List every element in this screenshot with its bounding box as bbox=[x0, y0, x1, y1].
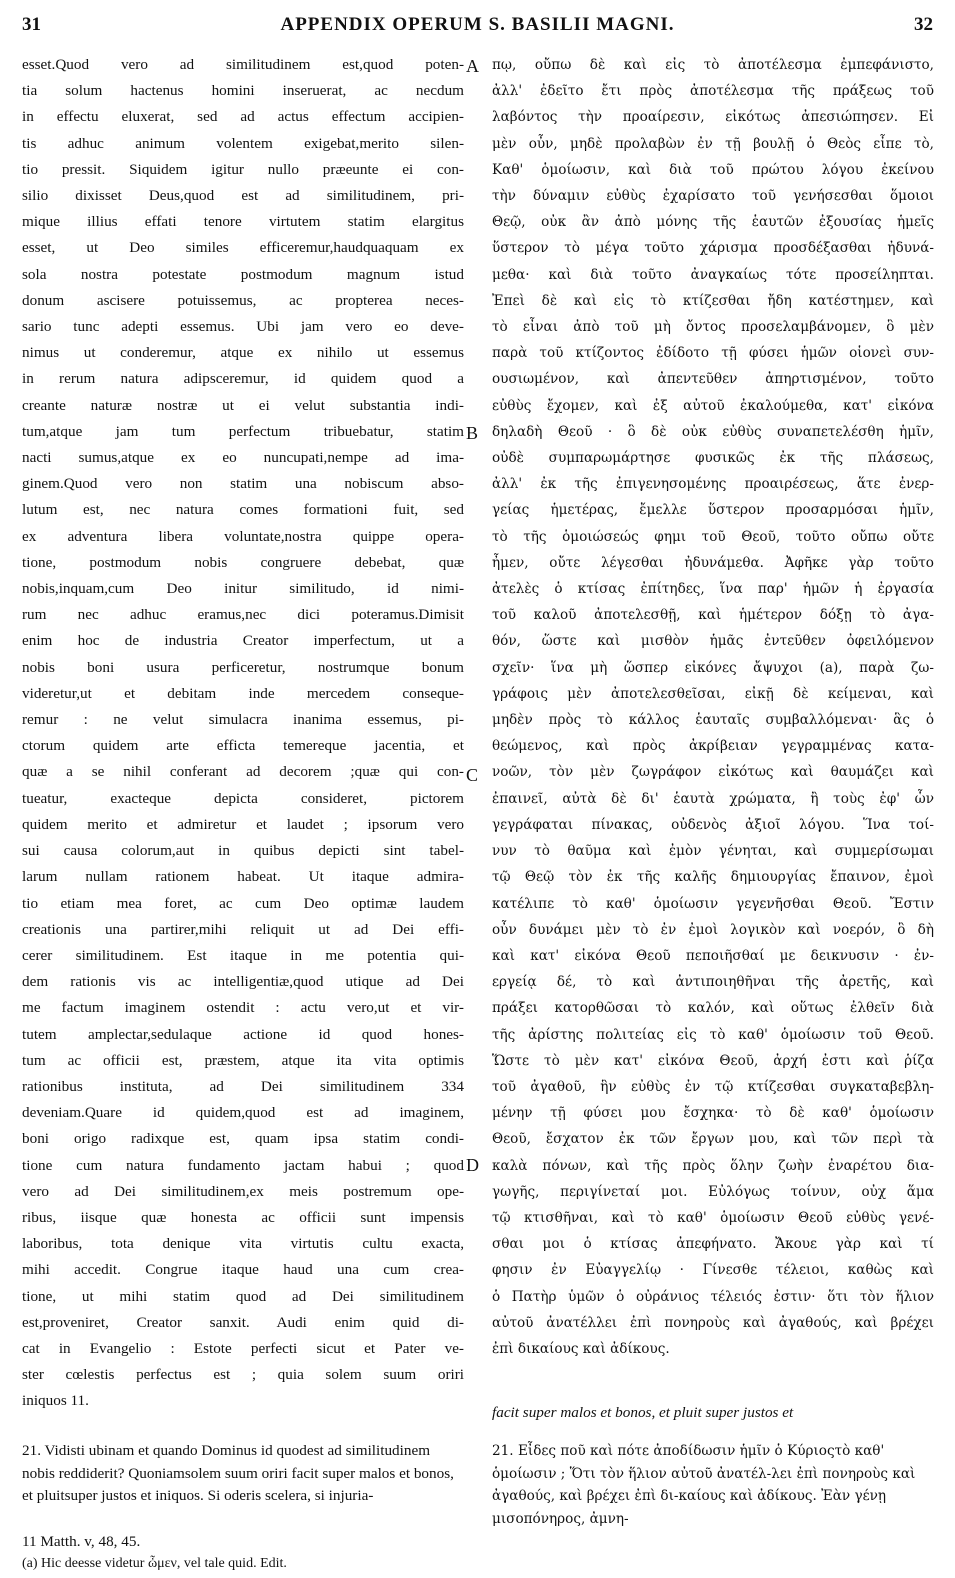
greek-text-line: ὁ Πατὴρ ὑμῶν ὁ οὐράνιος τέλειός ἐστιν· ὅτι τὸν ἥλιον bbox=[492, 1288, 934, 1305]
latin-text-line: mique illius effati tenore virtutem statim elargitus bbox=[22, 213, 464, 231]
greek-text-line: καὶ κατ' εἰκόνα Θεοῦ πεποιῆσθαί με δεικνυσιν · ἐν- bbox=[492, 947, 934, 964]
latin-text-line: est,proveniret, Creator sanxit. Audi enim quid di- bbox=[22, 1313, 464, 1331]
latin-text-line: vero ad Dei similitudinem,ex meis postremum ope- bbox=[22, 1182, 464, 1200]
latin-text-line: dem rationis vis ac intelligentiæ,quod utique ad Dei bbox=[22, 973, 464, 991]
greek-text-line: Καθ' ὁμοίωσιν, καὶ διὰ τοῦ πρώτου λόγου ἐκείνου bbox=[492, 161, 934, 178]
greek-text-line: ουσιωμένον, καὶ ἀπεντεῦθεν ἀπηρτισμένον, τοῦτο bbox=[492, 371, 934, 388]
greek-text-line: ὕστερον τὸ μέγα τοῦτο χάρισμα προσδέξασθαι ἠδυνά- bbox=[492, 240, 934, 257]
running-title: APPENDIX OPERUM S. BASILII MAGNI. bbox=[280, 14, 675, 35]
latin-text-line: sui causa colorum,aut in quibus depicti sint tabel- bbox=[22, 842, 464, 860]
greek-text-line: εὐθὺς ἔχομεν, καὶ ἐξ αὐτοῦ ἐκαλούμεθα, κατ' εἰκόνα bbox=[492, 397, 934, 414]
greek-text-line: Θεοῦ, ἔσχατον ἐκ τῶν ἔργων μου, καὶ τῶν περὶ τὰ bbox=[492, 1131, 934, 1148]
latin-text-line: creationis una partirer,mihi reliquit ut ad Dei effi- bbox=[22, 920, 464, 938]
greek-text-line: Ὥστε τὸ μὲν κατ' εἰκόνα Θεοῦ, ἀρχή ἐστι καὶ ῥίζα bbox=[492, 1052, 934, 1069]
latin-column bbox=[22, 52, 464, 1415]
greek-text-line: γωγῆς, περιγίνεταί μοι. Εὐλόγως τοίνυν, οὐχ ἅμα bbox=[492, 1183, 934, 1200]
latin-text-line: remur : ne velut simulacra inanima essemus, pi- bbox=[22, 711, 464, 729]
latin-text-line: mihi accedit. Congrue itaque haud una cum crea- bbox=[22, 1261, 464, 1279]
latin-text-line: videretur,ut et debitam inde mercedem conseque- bbox=[22, 684, 464, 702]
greek-text-line: αὐτοῦ ἀνατέλλει ἐπὶ πονηροὺς καὶ ἀγαθούς, καὶ βρέχει bbox=[492, 1314, 934, 1331]
latin-text-line: boni origo radixque est, quam ipsa statim condi- bbox=[22, 1130, 464, 1148]
greek-text-line: ἐπαινεῖ, αὐτὰ δὲ δι' ἑαυτὰ χρώματα, ἢ τοὺς ἐφ' ὧν bbox=[492, 790, 934, 807]
latin-text-line: in rerum natura adipsceremur, id quidem quod a bbox=[22, 370, 464, 388]
latin-text-line: tione cum natura fundamento jactam habui ; quod bbox=[22, 1156, 464, 1174]
latin-text-line: ribus, iisque quæ honesta ac officii sunt impensis bbox=[22, 1208, 464, 1226]
latin-text-line: me factum imaginem ostendit : actu vero,ut et vir- bbox=[22, 999, 464, 1017]
greek-text-line: λαβόντος τὴν προαίρεσιν, εἰκότως ἀπεσιώπησεν. Εἰ bbox=[492, 109, 934, 126]
latin-section-21-line: 21. Vidisti ubinam et quando Dominus id quod bbox=[22, 1442, 307, 1459]
greek-text-line: θεώμενος, καὶ πρὸς ἀκρίβειαν γεγραμμένας κατα- bbox=[492, 738, 934, 755]
greek-text-line: τὴν δύναμιν εὐθὺς ἐχαρίσατο τοῦ γενήσεσθαι ὅμοιοι bbox=[492, 188, 934, 205]
latin-text-line: esset.Quod vero ad similitudinem est,quod poten- bbox=[22, 56, 464, 73]
greek-section-21-line: 21. Εἶδες ποῦ καὶ πότε ἀποδίδωσιν ἡμῖν ὁ Κύριος bbox=[492, 1443, 835, 1459]
greek-text-line: τὸ εἶναι ἀπὸ τοῦ μὴ ὄντος προσελαμβάνομεν, ὃ μὲν bbox=[492, 319, 934, 336]
greek-text-line: νυν τὸ θαῦμα καὶ ἐμὸν γένηται, καὶ συμμερίσωμαι bbox=[492, 843, 934, 860]
greek-text-line: μὲν οὖν, μηδὲ προλαβὼν ἐν τῇ βουλῇ ὁ Θεὸς εἶπε τὸ, bbox=[492, 135, 934, 152]
greek-section-21-line: τὸ καθ' ὁμοίωσιν ; Ὅτι τὸν ἥλιον αὐτοῦ ἀνατέλ- bbox=[492, 1443, 885, 1482]
greek-column bbox=[492, 52, 934, 1362]
latin-text-line: tueatur, exacteque depicta consideret, pictorem bbox=[22, 789, 464, 807]
latin-text-line: rum nec adhuc eramus,nec dici poteramus.Dimisit bbox=[22, 606, 464, 624]
greek-text-line: πῳ, οὔπω δὲ καὶ εἰς τὸ ἀποτέλεσμα ἐμπεφάνιστο, bbox=[492, 57, 934, 73]
latin-text-line: rationibus instituta, ad Dei similitudinem 334 bbox=[22, 1077, 464, 1095]
margin-letter-d: D bbox=[466, 1155, 479, 1175]
latin-text-line: cat in Evangelio : Estote perfecti sicut et Pater ve- bbox=[22, 1339, 464, 1357]
latin-text-line: donum ascisere potuissemus, ac propterea neces- bbox=[22, 291, 464, 309]
latin-text-line: ex adventura libera voluntate,nostra quippe opera- bbox=[22, 527, 464, 545]
latin-section-21-line: est ad similitudinem nobis reddiderit? Quoniam bbox=[22, 1442, 431, 1482]
greek-section-21-line: λει ἐπὶ πονηροὺς καὶ ἀγαθούς, καὶ βρέχει ἐπὶ δι- bbox=[492, 1465, 916, 1504]
greek-text-line: πράξει κατορθῶσαι τὸ καλόν, καὶ οὕτως ἐλθεῖν διὰ bbox=[492, 1000, 934, 1017]
latin-text-line: creante naturæ nostræ ut ei velut substantia indi- bbox=[22, 396, 464, 414]
latin-text-line: sola nostra potestate postmodum magnum istud bbox=[22, 265, 464, 283]
footnote-11: 11 Matth. v, 48, 45. bbox=[22, 1533, 141, 1550]
greek-text-line: μηδὲν πρὸς τὸ κάλλος ἑαυταῖς συμβαλλόμεναι· ἃς ὁ bbox=[492, 712, 934, 729]
latin-section-21-line: solem suum oriri facit super malos et bonos, et pluit bbox=[22, 1464, 454, 1504]
latin-text-line: nacti sumus,atque ex eo nuncupati,nempe ad ima- bbox=[22, 449, 464, 467]
greek-text-line: ἐπὶ δικαίους καὶ ἀδίκους. bbox=[492, 1340, 670, 1357]
latin-text-line: quæ a se nihil conferant ad decorem ;quæ qui con- bbox=[22, 763, 464, 781]
latin-section-21 bbox=[22, 1440, 464, 1508]
latin-text-line: tia solum hactenus homini inseruerat, ac necdum bbox=[22, 82, 464, 100]
greek-text-line: παρὰ τοῦ κτίζοντος ἐδίδοτο τῇ φύσει ἡμῶν οἱονεὶ συν- bbox=[492, 345, 934, 362]
latin-text-line: lutum est, nec natura comes formationi fuit, sed bbox=[22, 501, 464, 519]
page-number-left: 31 bbox=[22, 14, 41, 35]
greek-text-line: τῆς ἀρίστης πολιτείας εἰς τὸ καθ' ὁμοίωσιν τοῦ Θεοῦ. bbox=[492, 1026, 934, 1043]
greek-text-line: Θεῷ, οὐκ ἂν ἀπὸ μόνης τῆς ἑαυτῶν ἐξουσίας ἡμεῖς bbox=[492, 214, 934, 231]
latin-text-line: iniquos 11. bbox=[22, 1392, 89, 1410]
latin-text-line: deveniam.Quare id quidem,quod est ad imaginem, bbox=[22, 1104, 464, 1122]
greek-text-line: ἦμεν, οὔτε λέγεσθαι ἠδυνάμεθα. Ἀφῆκε γὰρ τοῦτο bbox=[492, 554, 934, 571]
greek-text-line: γεγράφαται πίνακας, οὐδενὸς ἀξιοῖ λόγου. Ἵνα τοί- bbox=[492, 816, 934, 833]
greek-text-line: οὐδὲ συμπαρωμάρτησε φυσικῶς ἐκ τῆς πλάσεως, bbox=[492, 450, 934, 467]
latin-text-line: tione, ut mihi statim quod ad Dei similitudinem bbox=[22, 1287, 464, 1305]
latin-text-line: cerer similitudinem. Est itaque in me potentia qui- bbox=[22, 946, 464, 964]
greek-text-line: δηλαδὴ Θεοῦ · ὃ δὲ οὐκ εὐθὺς συναπετελέσθη ἡμῖν, bbox=[492, 423, 934, 440]
latin-text-line: in effectu eluxerat, sed ad actus effectum accipien- bbox=[22, 108, 464, 126]
latin-text-line: tum ac officii est, præstem, atque ita vita optimis bbox=[22, 1051, 464, 1069]
running-header bbox=[0, 14, 955, 40]
greek-text-line: σχεῖν· ἵνα μὴ ὥσπερ εἰκόνες ἄψυχοι (a), παρὰ ζω- bbox=[492, 659, 934, 676]
latin-text-line: ctorum quidem arte efficta temereque jacentia, et bbox=[22, 737, 464, 755]
greek-section-21-line: καίους καὶ ἀδίκους. Ἐὰν γένῃ μισοπόνηρος, ἀμνη- bbox=[492, 1488, 887, 1527]
greek-text-line: γράφοις μὲν ἀποτελεσθεῖσαι, εἰκῇ δὲ κείμεναι, καὶ bbox=[492, 685, 934, 702]
latin-text-line: nimus ut conderemur, atque ex nihilo ut essemus bbox=[22, 344, 464, 362]
greek-section-21 bbox=[492, 1440, 934, 1530]
footnote-a: (a) Hic deesse videtur ὦμεν, vel tale quid. Edit. bbox=[22, 1556, 287, 1571]
margin-letter-a: A bbox=[466, 56, 479, 76]
latin-text-line: ginem.Quod vero non statim una nobiscum abso- bbox=[22, 475, 464, 493]
greek-text-line: τῷ Θεῷ τὸν ἐκ τῆς καλῆς δημιουργίας ἔπαινον, ἐμοὶ bbox=[492, 869, 934, 886]
greek-text-line: εργείᾳ δέ, τὸ καὶ ἀντιποιηθῆναι τῆς ἀρετῆς, καὶ bbox=[492, 974, 934, 991]
latin-text-line: silio dixisset Deus,quod est ad similitudinem, pri- bbox=[22, 187, 464, 205]
greek-text-line: τοῦ ἀγαθοῦ, ἣν εὐθὺς ἐν τῷ κτίζεσθαι συγκαταβεβλη- bbox=[492, 1078, 934, 1095]
latin-text-line: tio etiam mea foret, ac cum Deo optimæ laudem bbox=[22, 894, 464, 912]
greek-text-line: γείας ἡμετέρας, ἔμελλε ὕστερον προσαρμόσαι ἡμῖν, bbox=[492, 502, 934, 519]
greek-text-line: ἀτελὲς ὁ κτίσας ἐπίτηδες, ἵνα παρ' ἡμῶν ἡ ἐργασία bbox=[492, 581, 934, 598]
latin-text-line: tio pressit. Siquidem igitur nullo præeunte ei con- bbox=[22, 160, 464, 178]
greek-text-line: φησιν ἐν Εὐαγγελίῳ · Γίνεσθε τέλειοι, καθὼς καὶ bbox=[492, 1262, 934, 1279]
greek-text-line: οὖν δυνάμει μὲν τὸ ἐν ἐμοὶ λογικὸν καὶ νοερόν, ὃ δὴ bbox=[492, 921, 934, 938]
latin-section-21-line: super justos et iniquos. Si oderis scelera, si injuria- bbox=[64, 1487, 374, 1504]
latin-text-line: tis adhuc animum volentem exigebat,merito silen- bbox=[22, 134, 464, 152]
page-number-right: 32 bbox=[914, 14, 933, 35]
greek-text-line: νοῶν, τὸν μὲν ζωγράφον εἰκότως καὶ θαυμάζει καὶ bbox=[492, 764, 934, 781]
greek-text-line: Ἐπεὶ δὲ καὶ εἰς τὸ κτίζεσθαι ἤδη κατέστημεν, καὶ bbox=[492, 292, 934, 309]
greek-text-line: μεθα· καὶ διὰ τοῦτο ἀναγκαίως τότε προσείληπται. bbox=[492, 266, 934, 283]
greek-text-line: μένην τῇ φύσει μου ἔσχηκα· τὸ δὲ καθ' ὁμοίωσιν bbox=[492, 1105, 934, 1122]
greek-text-line: τῷ κτισθῆναι, καὶ τὸ καθ' ὁμοίωσιν Θεοῦ εὐθὺς γενέ- bbox=[492, 1209, 934, 1226]
greek-text-line: καλὰ πόνων, καὶ τῆς πρὸς ὅλην ζωὴν ἐναρέτου δια- bbox=[492, 1157, 934, 1174]
latin-text-line: tione, postmodum nobis congruere debebat, quæ bbox=[22, 553, 464, 571]
latin-text-line: tutem amplectar,sedulaque actione id quod hones- bbox=[22, 1025, 464, 1043]
latin-text-line: nobis boni usura perficeretur, nostrumque bonum bbox=[22, 658, 464, 676]
latin-text-line: larum nullam rationem habeat. Ut itaque admira- bbox=[22, 868, 464, 886]
greek-text-line: τὸ τῆς ὁμοιώσεώς φημι τοῦ Θεοῦ, τοῦτο οὔπω οὔτε bbox=[492, 528, 934, 545]
greek-text-line: κατέλιπε τὸ καθ' ὁμοίωσιν γεγενῆσθαι Θεοῦ. Ἔστιν bbox=[492, 895, 934, 912]
margin-letter-c: C bbox=[466, 765, 479, 785]
greek-text-line: ἀλλ' ἐκ τῆς ἐπιγενησομένης προαιρέσεως, ἅτε ἐνερ- bbox=[492, 476, 934, 493]
latin-text-line: tum,atque jam tum perfectum tribuebatur, statim bbox=[22, 422, 464, 440]
latin-text-line: enim hoc de industria Creator imperfectum, ut a bbox=[22, 632, 464, 650]
latin-text-line: ster cœlestis perfectus est ; quia solem suum oriri bbox=[22, 1366, 464, 1384]
latin-overflow-line: facit super malos et bonos, et pluit super justos et bbox=[492, 1404, 794, 1421]
latin-text-line: nobis,inquam,cum Deo initur similitudo, id nimi- bbox=[22, 580, 464, 598]
greek-text-line: ἀλλ' ἐδεῖτο ἔτι πρὸς ἀποτέλεσμα τῆς πράξεως τοῦ bbox=[492, 83, 934, 100]
latin-text-line: esset, ut Deo similes efficeremur,haudquaquam ex bbox=[22, 239, 464, 257]
greek-text-line: σθαι μοι ὁ κτίσας ἀπεφήνατο. Ἄκουε γὰρ καὶ τί bbox=[492, 1236, 934, 1253]
greek-text-line: τοῦ καλοῦ ἀποτελεσθῇ, καὶ ἡμέτερον δόξῃ τὸ ἀγα- bbox=[492, 607, 934, 624]
latin-text-line: sario tunc adepti essemus. Ubi jam vero eo deve- bbox=[22, 318, 464, 336]
latin-text-line: quidem merito et admiretur et laudet ; ipsorum vero bbox=[22, 815, 464, 833]
greek-text-line: θόν, ὥστε καὶ μισθὸν ἡμᾶς ἐντεῦθεν ὀφειλόμενον bbox=[492, 633, 934, 650]
latin-text-line: laboribus, tota denique vita virtutis cultu exacta, bbox=[22, 1235, 464, 1253]
margin-letter-b: B bbox=[466, 423, 479, 443]
